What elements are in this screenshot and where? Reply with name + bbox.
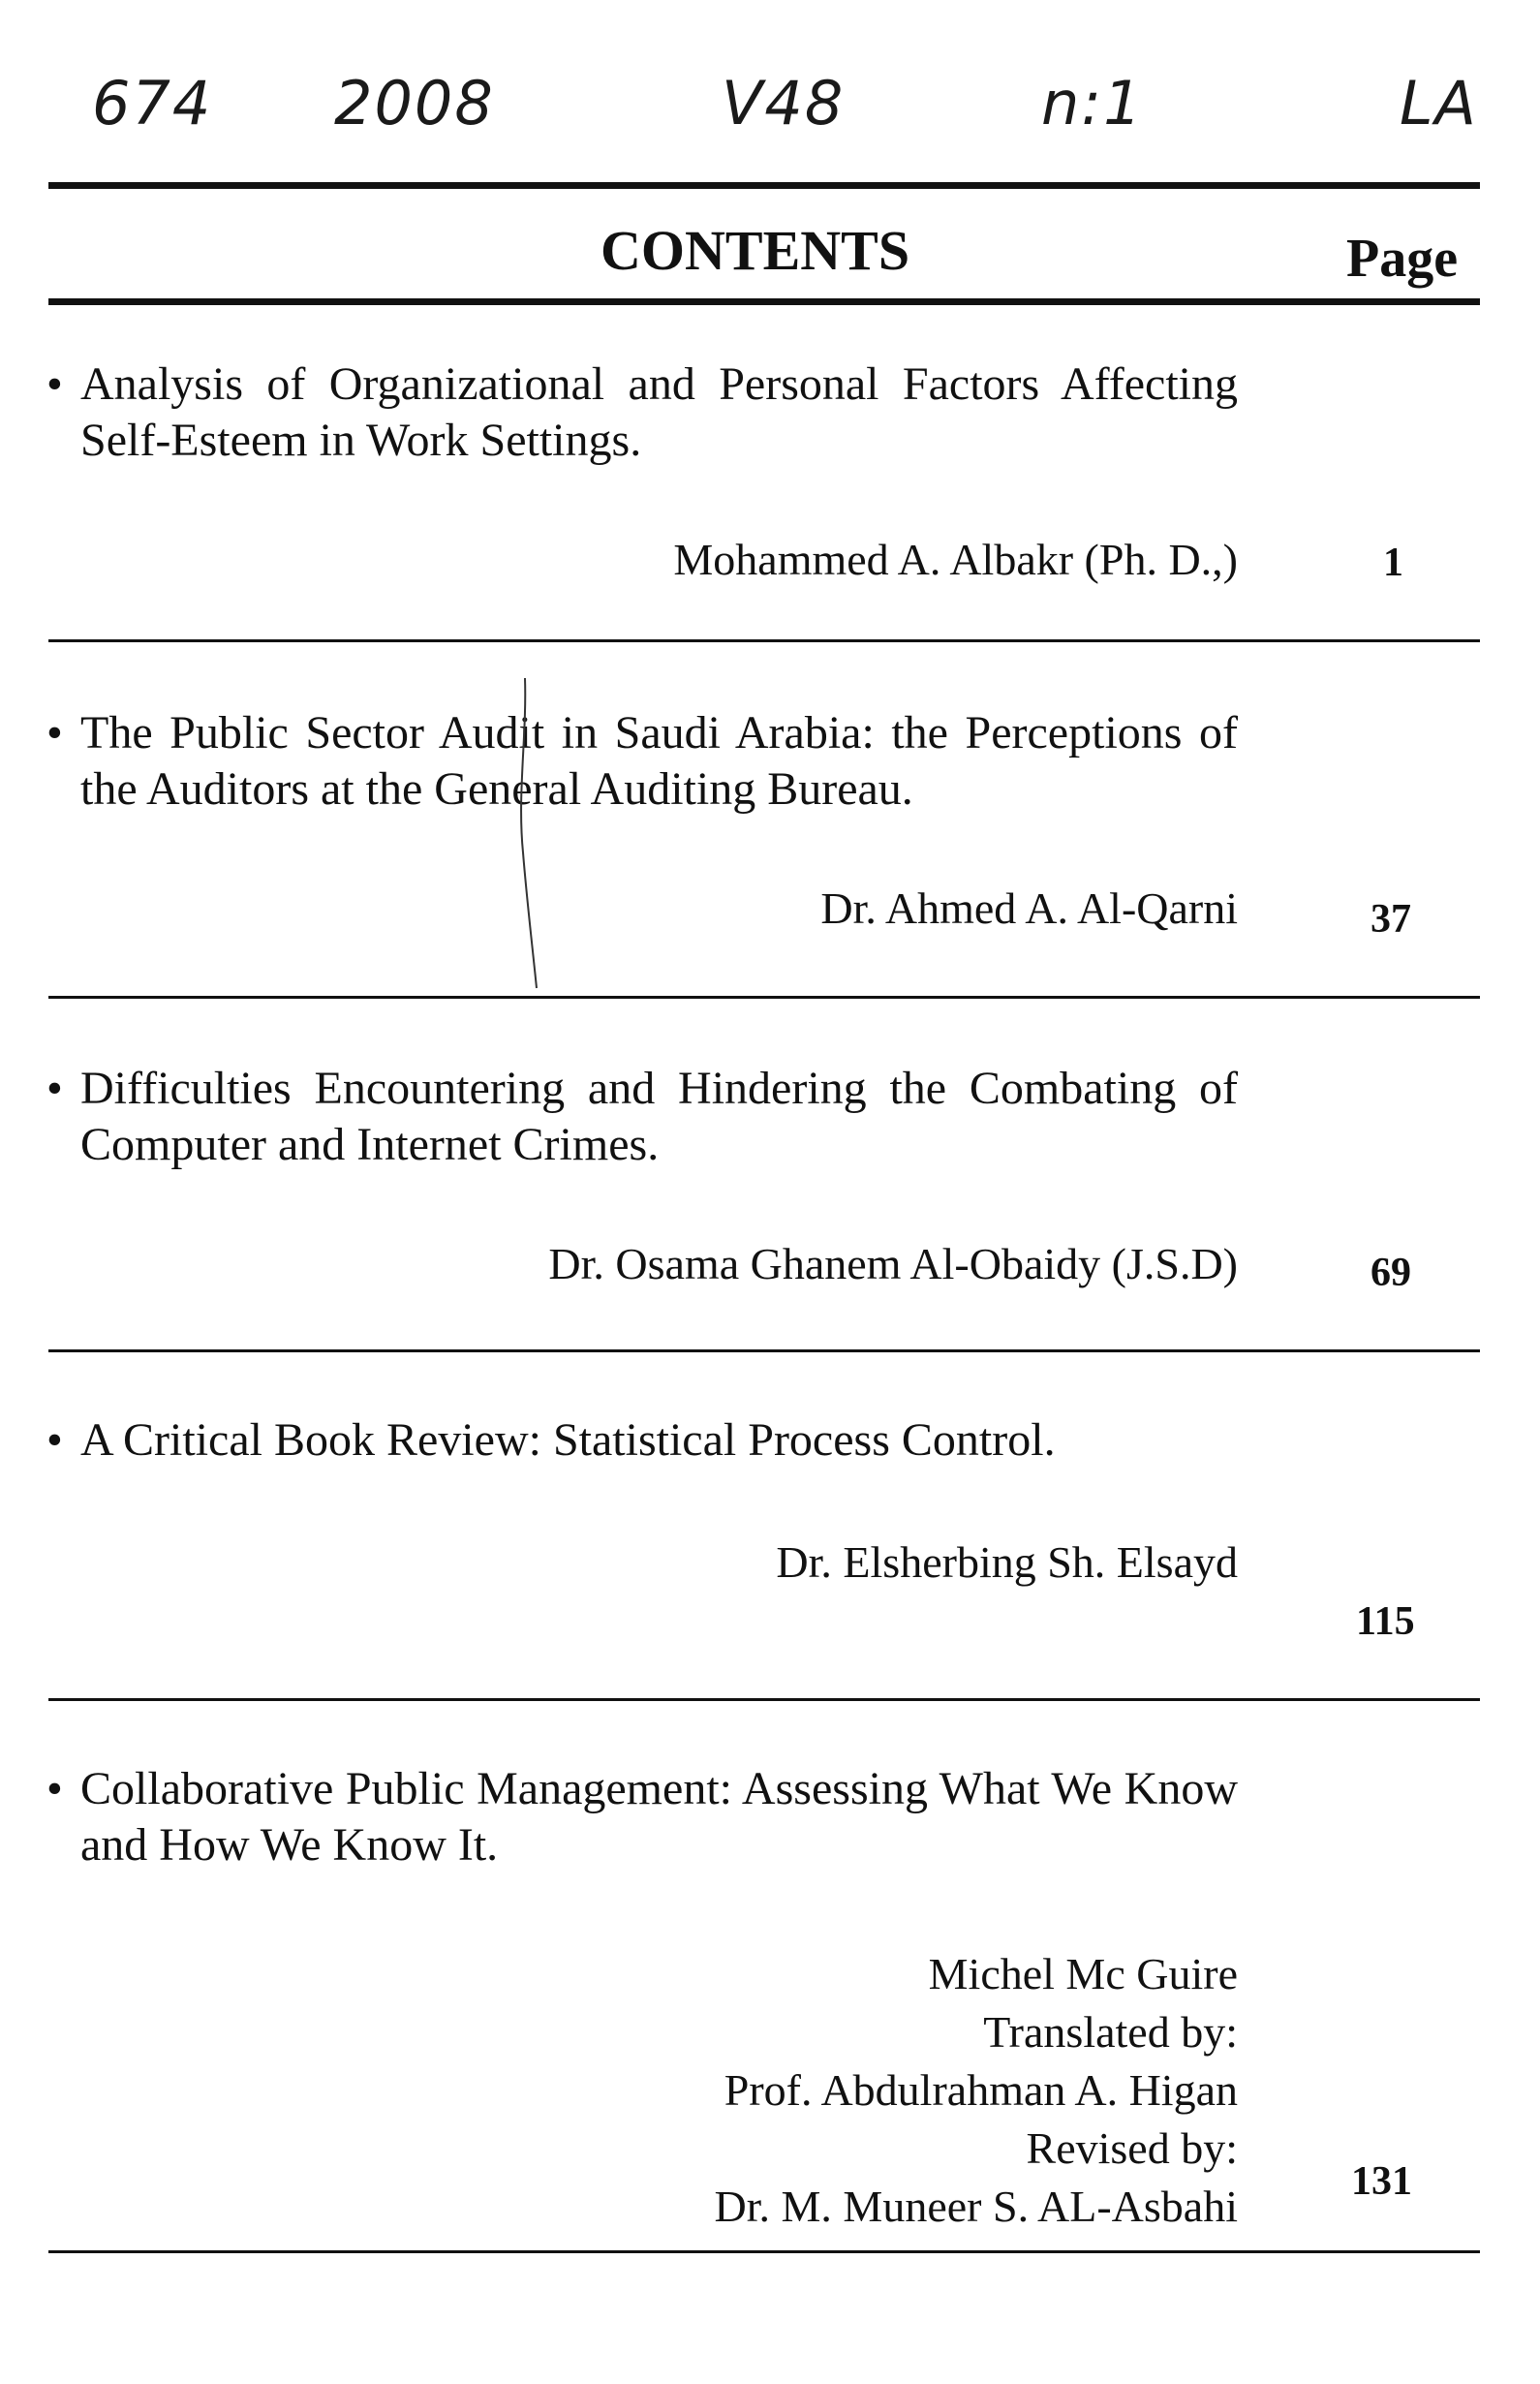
entry-page-number: 1: [1383, 541, 1403, 585]
entry-divider: [48, 1698, 1480, 1701]
entry-title: Difficulties Encountering and Hindering the Combating of Computer and Internet Crimes.: [80, 1063, 1238, 1170]
entry-divider: [48, 2250, 1480, 2253]
toc-entry-1: [37, 356, 1238, 584]
header-top-rule: [48, 182, 1480, 189]
toc-entry-5: [37, 1761, 1238, 2231]
entry-page-number: 69: [1371, 1251, 1411, 1295]
author-line: Dr. M. Muneer S. AL-Asbahi: [714, 2182, 1238, 2231]
entry-authors: [776, 1533, 1238, 1592]
handwritten-note-1: 674: [92, 68, 213, 139]
handwritten-note-5: LA: [1400, 68, 1478, 139]
entry-divider: [48, 996, 1480, 999]
entry-title: Collaborative Public Management: Assessing What We Know and How We Know It.: [80, 1763, 1238, 1871]
entry-authors: [673, 531, 1238, 589]
entry-authors: [715, 1945, 1238, 2236]
bullet-icon: •: [46, 358, 63, 410]
toc-entry-3: [37, 1061, 1238, 1288]
entry-page-number: 131: [1351, 2159, 1412, 2204]
toc-entry-2: [37, 705, 1238, 933]
bullet-icon: •: [46, 1414, 63, 1466]
header-bottom-rule: [48, 298, 1480, 305]
entry-authors: [548, 1235, 1238, 1293]
author-line: Dr. Ahmed A. Al-Qarni: [820, 883, 1238, 933]
handwritten-note-4: n:1: [1041, 68, 1144, 139]
entry-title: The Public Sector Audit in Saudi Arabia: the Perceptions of the Auditors at the General Auditing Bureau.: [80, 707, 1238, 815]
pen-mark-icon: [513, 678, 552, 998]
author-line: Michel Mc Guire: [928, 1949, 1238, 1998]
entry-authors: [820, 880, 1238, 938]
bullet-icon: •: [46, 1763, 63, 1814]
page-column-label: Page: [1346, 229, 1459, 289]
entry-title: A Critical Book Review: Statistical Process Control.: [80, 1414, 1056, 1466]
handwritten-note-2: 2008: [334, 68, 495, 139]
author-line: Revised by:: [1026, 2123, 1238, 2173]
entry-page-number: 37: [1371, 897, 1411, 942]
entry-page-number: 115: [1356, 1599, 1415, 1644]
author-line: Prof. Abdulrahman A. Higan: [724, 2065, 1238, 2115]
author-line: Dr. Osama Ghanem Al-Obaidy (J.S.D): [548, 1239, 1238, 1288]
author-line: Mohammed A. Albakr (Ph. D.,): [673, 535, 1238, 584]
author-line: Dr. Elsherbing Sh. Elsayd: [776, 1537, 1238, 1587]
bullet-icon: •: [46, 1063, 63, 1114]
page-title: CONTENTS: [601, 219, 910, 282]
contents-heading: [0, 213, 1540, 291]
entry-divider: [48, 639, 1480, 642]
handwritten-note-3: V48: [722, 68, 846, 139]
entry-title: Analysis of Organizational and Personal Factors Affecting Self-Esteem in Work Settings.: [80, 358, 1238, 466]
toc-entry-4: [37, 1412, 1238, 1587]
bullet-icon: •: [46, 707, 63, 759]
entry-divider: [48, 1349, 1480, 1352]
author-line: Translated by:: [983, 2007, 1238, 2057]
